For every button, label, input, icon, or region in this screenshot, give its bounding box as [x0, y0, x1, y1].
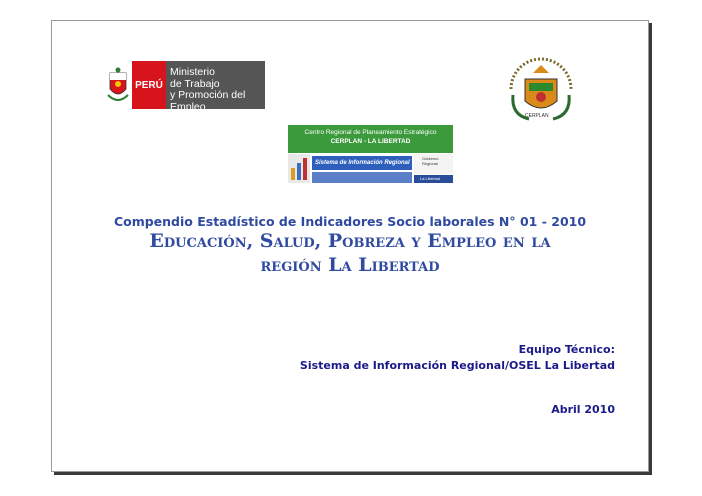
- cerplan-graphic-icon: [288, 154, 310, 183]
- team-name: Sistema de Información Regional/OSEL La Libertad: [299, 359, 615, 372]
- cerplan-line1: Centro Regional de Planeamiento Estratégico: [304, 129, 437, 136]
- date-label: Abril 2010: [551, 403, 615, 416]
- team-label: Equipo Técnico:: [518, 343, 615, 356]
- main-title-line: región La Libertad: [260, 254, 440, 276]
- ministry-line: Ministerio: [170, 66, 215, 78]
- cerplan-header: [288, 125, 453, 153]
- seal-caption: CERPLAN: [525, 113, 549, 119]
- cover-slide: [51, 20, 649, 472]
- sir-strip: [312, 172, 412, 183]
- ministry-line: de Trabajo: [170, 77, 220, 90]
- cerplan-logo: [288, 125, 453, 183]
- main-title-line: Educación, Salud, Pobreza y Empleo en la: [149, 230, 551, 252]
- peru-coat-of-arms-icon: [106, 67, 130, 105]
- sir-banner: Sistema de Información Regional: [312, 156, 412, 170]
- ll-label: La Libertad: [414, 175, 453, 183]
- gob-label: Gobierno Regional: [414, 154, 453, 174]
- cerplan-line2: CERPLAN - LA LIBERTAD: [330, 138, 411, 145]
- compendium-title: Compendio Estadístico de Indicadores Socio laborales N° 01 - 2010: [113, 214, 587, 229]
- ministry-line: y Promoción del Empleo: [170, 89, 246, 113]
- main-title: [52, 229, 648, 277]
- ministry-logo: [166, 61, 265, 113]
- peru-logo: PERÚ: [132, 61, 166, 109]
